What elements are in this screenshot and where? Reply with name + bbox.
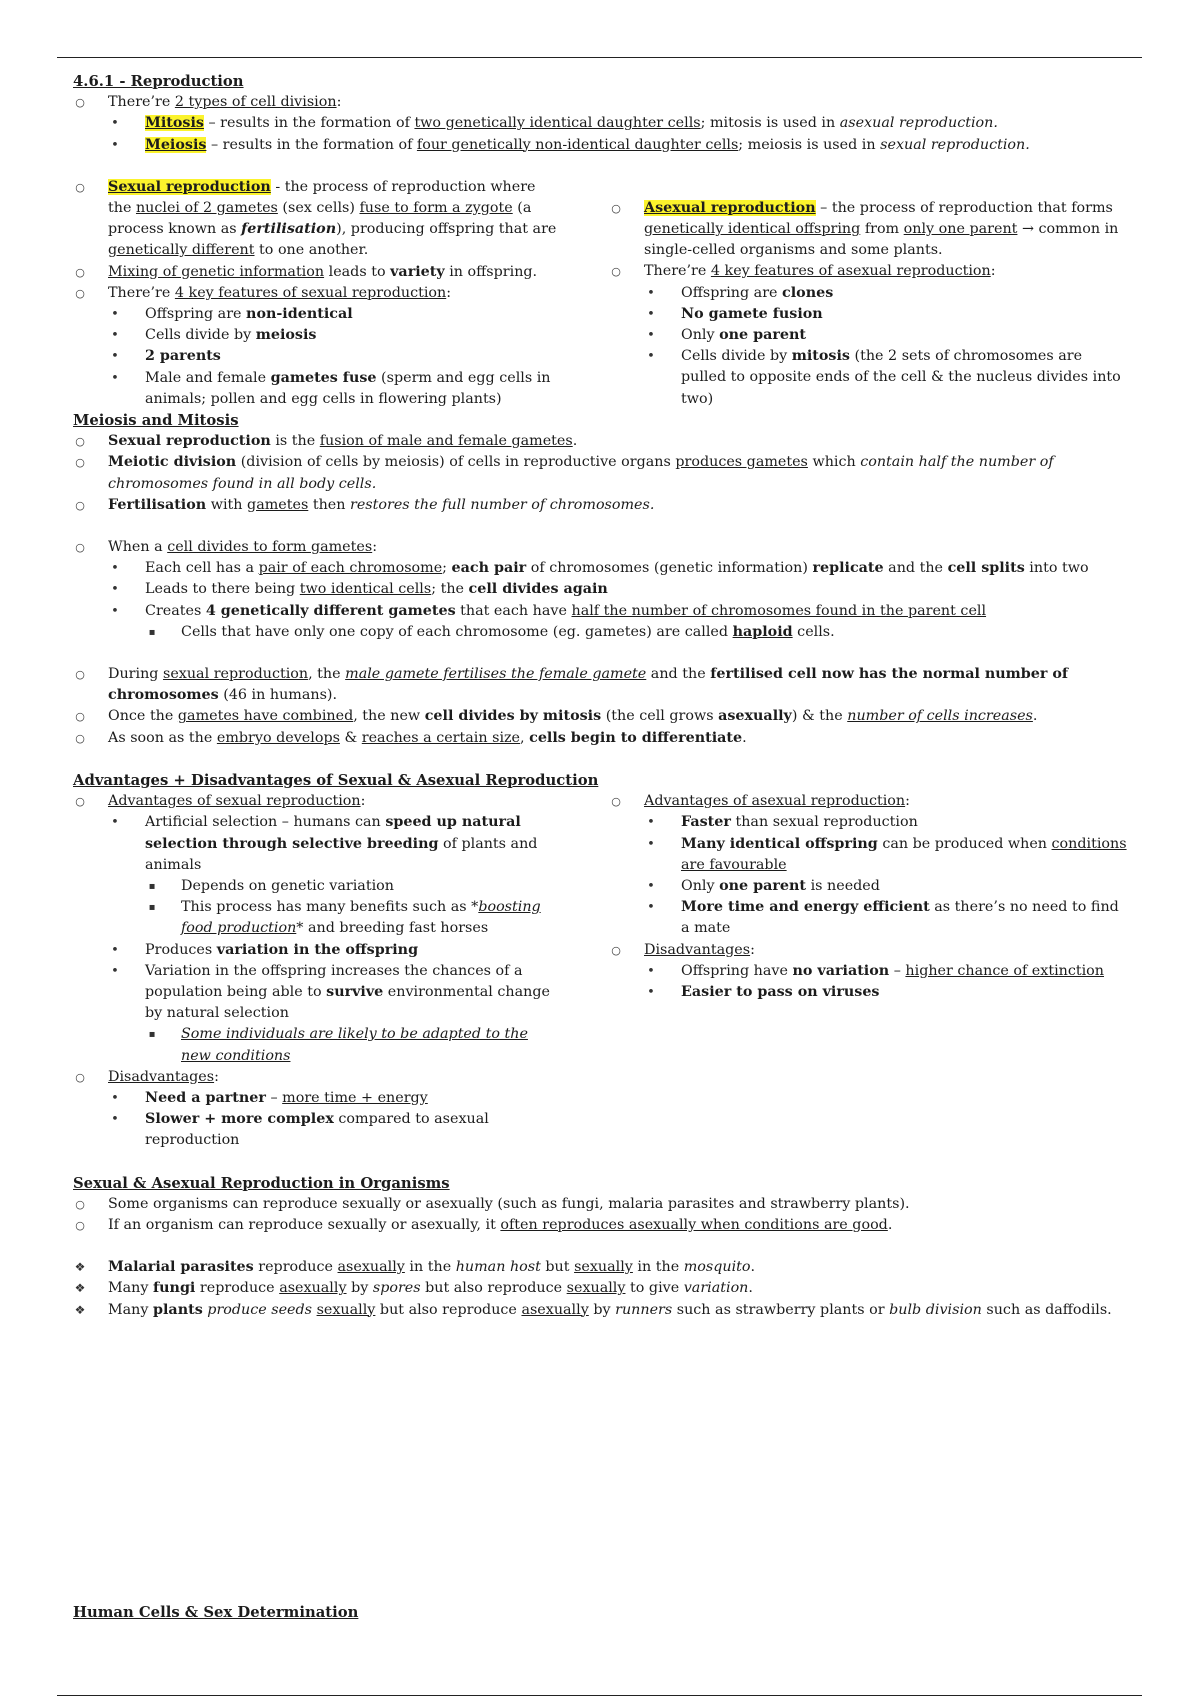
bullet-icon: • xyxy=(647,984,655,1000)
bullet-icon: • xyxy=(647,285,655,301)
list-item: ▪ Some individuals are likely to be adapted to the new conditions xyxy=(73,1024,559,1066)
bullet-icon: • xyxy=(647,328,655,344)
list-item: • Produces variation in the offspring xyxy=(73,940,559,961)
list-item: ○ If an organism can reproduce sexually or asexually, it often reproduces asexually when conditions are good. xyxy=(73,1215,1131,1236)
circle-bullet-icon: ○ xyxy=(611,265,621,279)
list-item: ▪ Cells that have only one copy of each chromosome (eg. gametes) are called haploid cells. xyxy=(73,622,1131,643)
circle-bullet-icon: ○ xyxy=(75,286,85,300)
section-title-meiosis-mitosis: Meiosis and Mitosis xyxy=(73,412,239,430)
list-item: ○ Advantages of asexual reproduction: xyxy=(609,791,1129,812)
list-item: ○ When a cell divides to form gametes: xyxy=(73,537,1131,558)
bullet-icon: • xyxy=(111,942,119,958)
list-item: ❖ Many fungi reproduce asexually by spores but also reproduce sexually to give variation. xyxy=(73,1278,1131,1299)
bullet-icon: • xyxy=(111,561,119,577)
list-item-mixing: ○ Mixing of genetic information leads to variety in offspring. xyxy=(73,262,559,283)
circle-bullet-icon: ○ xyxy=(75,1197,85,1211)
bullet-icon: • xyxy=(111,307,119,323)
asexual-advantages-column xyxy=(609,791,1129,1151)
list-item: ○ Fertilisation with gametes then restores the full number of chromosomes. xyxy=(73,495,1131,516)
list-item-mitosis: • Mitosis – results in the formation of two genetically identical daughter cells; mitosis is used in asexual reproduction. xyxy=(73,113,1131,134)
bottom-rule xyxy=(57,1695,1142,1696)
sexual-asexual-columns xyxy=(73,177,1131,410)
list-item: ▪ Depends on genetic variation xyxy=(73,876,559,897)
list-item: • Cells divide by mitosis (the 2 sets of chromosomes are pulled to opposite ends of the cell & the nucleus divides into two) xyxy=(609,346,1129,410)
list-item: ○ There’re 2 types of cell division: xyxy=(73,92,1131,113)
list-item: • Male and female gametes fuse (sperm and egg cells in animals; pollen and egg cells in flowering plants) xyxy=(73,368,559,410)
list-item: ○ Some organisms can reproduce sexually or asexually (such as fungi, malaria parasites and strawberry plants). xyxy=(73,1194,1131,1215)
bullet-icon: • xyxy=(111,582,119,598)
list-item: • Leads to there being two identical cells; the cell divides again xyxy=(73,579,1131,600)
bullet-icon: • xyxy=(111,815,119,831)
list-item: • Offspring are non-identical xyxy=(73,304,559,325)
list-item: • Each cell has a pair of each chromosome; each pair of chromosomes (genetic information) replicate and the cell splits into two xyxy=(73,558,1131,579)
list-item: • Artificial selection – humans can speed up natural selection through selective breeding of plants and animals xyxy=(73,812,559,876)
section-title-organisms: Sexual & Asexual Reproduction in Organisms xyxy=(73,1174,450,1192)
advantages-columns xyxy=(73,791,1131,1151)
section-title-human-cells: Human Cells & Sex Determination xyxy=(73,1604,359,1621)
list-item: ○ Disadvantages: xyxy=(73,1067,559,1088)
circle-bullet-icon: ○ xyxy=(75,498,85,512)
top-rule xyxy=(57,57,1142,58)
circle-bullet-icon: ○ xyxy=(75,1070,85,1084)
list-item: • Creates 4 genetically different gametes that each have half the number of chromosomes found in the parent cell xyxy=(73,601,1131,622)
list-item: ○ Sexual reproduction is the fusion of male and female gametes. xyxy=(73,431,1131,452)
list-item-meiosis: • Meiosis – results in the formation of four genetically non-identical daughter cells; meiosis is used in sexual reproduction. xyxy=(73,135,1131,156)
list-item: • Offspring are clones xyxy=(609,283,1129,304)
list-item: • Cells divide by meiosis xyxy=(73,325,559,346)
bullet-icon: • xyxy=(647,836,655,852)
list-item: • Only one parent is needed xyxy=(609,876,1129,897)
diamond-bullet-icon: ❖ xyxy=(74,1260,86,1275)
circle-bullet-icon: ○ xyxy=(75,1218,85,1232)
circle-bullet-icon: ○ xyxy=(75,265,85,279)
list-item-asexual-definition: ○ Asexual reproduction – the process of reproduction that forms genetically identical offspring from only one parent → common in single-celled organisms and some plants. xyxy=(609,198,1129,262)
circle-bullet-icon: ○ xyxy=(611,201,621,215)
square-bullet-icon: ▪ xyxy=(148,1029,156,1041)
bullet-icon: • xyxy=(111,1090,119,1106)
bullet-icon: • xyxy=(647,815,655,831)
circle-bullet-icon: ○ xyxy=(611,943,621,957)
bullet-icon: • xyxy=(111,116,119,132)
list-item: ○ Advantages of sexual reproduction: xyxy=(73,791,559,812)
section-title-reproduction: 4.6.1 - Reproduction xyxy=(73,73,244,90)
circle-bullet-icon: ○ xyxy=(75,96,85,110)
list-item: • Need a partner – more time + energy xyxy=(73,1088,559,1109)
notes-content xyxy=(73,71,1131,1321)
list-item: ○ Meiotic division (division of cells by meiosis) of cells in reproductive organs produces gametes which contain half the number of chromosomes found in all body cells. xyxy=(73,452,1131,494)
list-item: ▪ This process has many benefits such as *boosting food production* and breeding fast horses xyxy=(73,897,559,939)
list-item: • Offspring have no variation – higher chance of extinction xyxy=(609,961,1129,982)
list-item: • More time and energy efficient as there’s no need to find a mate xyxy=(609,897,1129,939)
circle-bullet-icon: ○ xyxy=(75,456,85,470)
list-item: • No gamete fusion xyxy=(609,304,1129,325)
list-item: ○ Disadvantages: xyxy=(609,940,1129,961)
list-item: ○ As soon as the embryo develops & reaches a certain size, cells begin to differentiate. xyxy=(73,728,1131,749)
section-title-advantages: Advantages + Disadvantages of Sexual & Asexual Reproduction xyxy=(73,771,599,789)
diamond-bullet-icon: ❖ xyxy=(74,1281,86,1296)
bullet-icon: • xyxy=(647,878,655,894)
list-item: • Faster than sexual reproduction xyxy=(609,812,1129,833)
list-item: • Many identical offspring can be produced when conditions are favourable xyxy=(609,834,1129,876)
bullet-icon: • xyxy=(111,328,119,344)
bullet-icon: • xyxy=(111,963,119,979)
circle-bullet-icon: ○ xyxy=(75,180,85,194)
circle-bullet-icon: ○ xyxy=(611,795,621,809)
square-bullet-icon: ▪ xyxy=(148,902,156,914)
asexual-reproduction-column xyxy=(609,177,1129,410)
list-item-sexual-features: ○ There’re 4 key features of sexual reproduction: xyxy=(73,283,559,304)
list-item: • 2 parents xyxy=(73,346,559,367)
list-item: • Slower + more complex compared to asexual reproduction xyxy=(73,1109,559,1151)
circle-bullet-icon: ○ xyxy=(75,668,85,682)
list-item-asexual-features: ○ There’re 4 key features of asexual reproduction: xyxy=(609,261,1129,282)
circle-bullet-icon: ○ xyxy=(75,710,85,724)
list-item: • Easier to pass on viruses xyxy=(609,982,1129,1003)
list-item: ○ Once the gametes have combined, the new cell divides by mitosis (the cell grows asexually) & the number of cells increases. xyxy=(73,706,1131,727)
list-item: ❖ Malarial parasites reproduce asexually in the human host but sexually in the mosquito. xyxy=(73,1257,1131,1278)
square-bullet-icon: ▪ xyxy=(148,626,156,638)
bullet-icon: • xyxy=(647,306,655,322)
list-item: ○ During sexual reproduction, the male gamete fertilises the female gamete and the fertilised cell now has the normal number of chromosomes (46 in humans). xyxy=(73,664,1131,706)
circle-bullet-icon: ○ xyxy=(75,795,85,809)
list-item: ❖ Many plants produce seeds sexually but also reproduce asexually by runners such as strawberry plants or bulb division such as daffodils. xyxy=(73,1300,1131,1321)
bullet-icon: • xyxy=(111,349,119,365)
bullet-icon: • xyxy=(647,349,655,365)
circle-bullet-icon: ○ xyxy=(75,435,85,449)
bullet-icon: • xyxy=(111,603,119,619)
list-item: • Only one parent xyxy=(609,325,1129,346)
square-bullet-icon: ▪ xyxy=(148,880,156,892)
circle-bullet-icon: ○ xyxy=(75,541,85,555)
bullet-icon: • xyxy=(111,370,119,386)
sexual-reproduction-column xyxy=(73,177,559,410)
bullet-icon: • xyxy=(647,900,655,916)
bullet-icon: • xyxy=(647,963,655,979)
list-item: • Variation in the offspring increases the chances of a population being able to survive environmental change by natural selection xyxy=(73,961,559,1025)
circle-bullet-icon: ○ xyxy=(75,731,85,745)
bullet-icon: • xyxy=(111,137,119,153)
diamond-bullet-icon: ❖ xyxy=(74,1302,86,1317)
sexual-advantages-column xyxy=(73,791,559,1151)
list-item-sexual-definition: ○ Sexual reproduction - the process of reproduction where the nuclei of 2 gametes (sex cells) fuse to form a zygote (a process known as fertilisation), producing offspring that are genetically different to one another. xyxy=(73,177,559,262)
bullet-icon: • xyxy=(111,1112,119,1128)
